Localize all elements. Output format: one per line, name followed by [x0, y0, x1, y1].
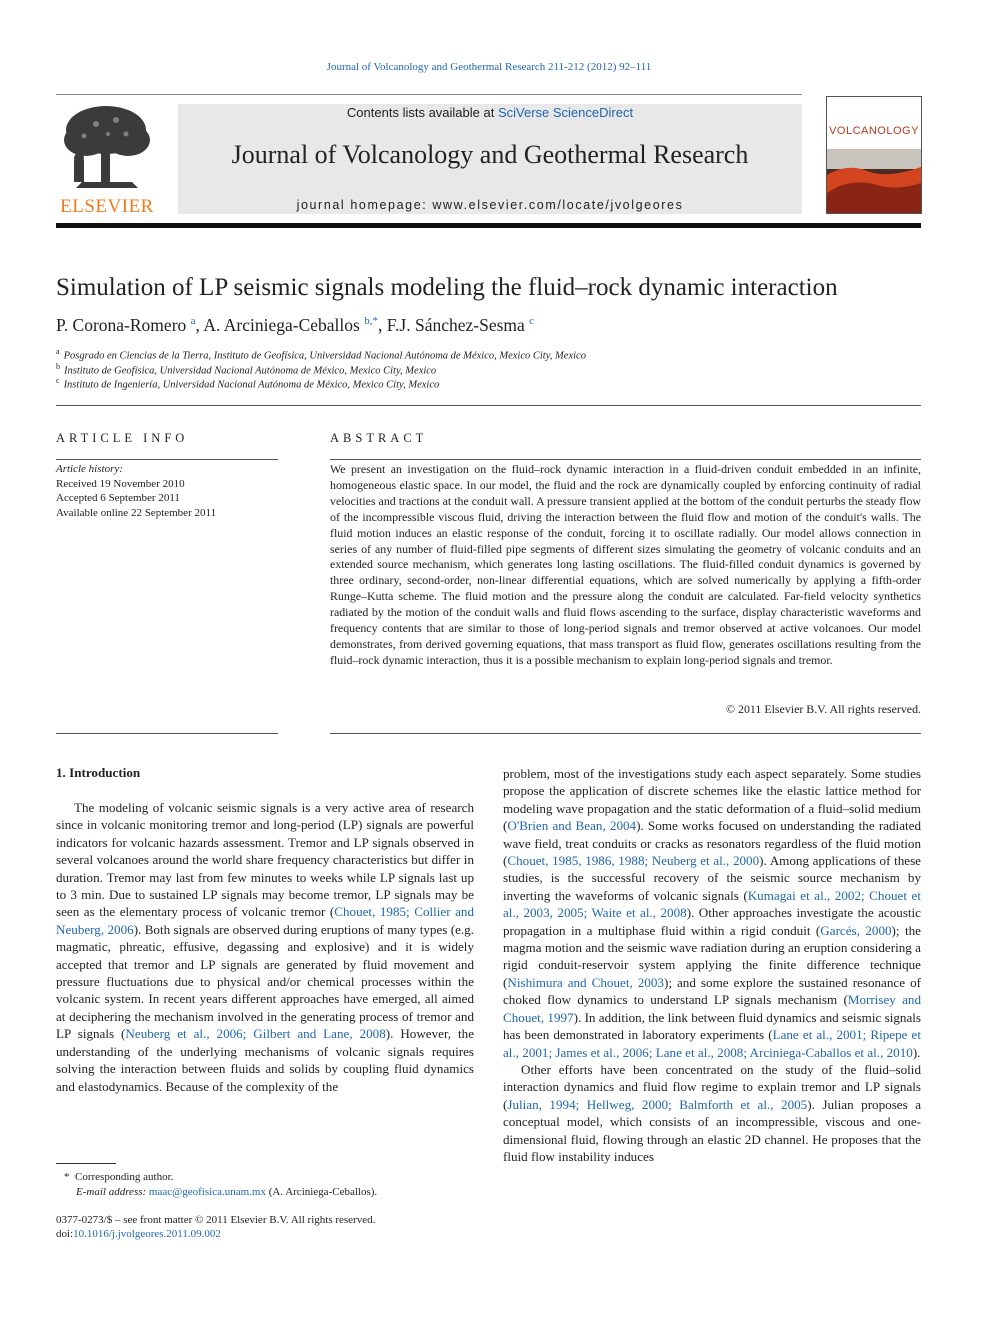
author-name: A. Arciniega-Ceballos	[203, 315, 360, 335]
paragraph-text: ); the magma motion and the seismic wave radiation during an eruption considering a rigid conduit-reservoir system applying the finite difference technique (	[503, 922, 921, 990]
history-label: Article history:	[56, 463, 123, 475]
accepted-date: Accepted 6 September 2011	[56, 492, 180, 504]
asterisk-marker: *	[64, 1171, 75, 1183]
affiliation-marker: a	[56, 347, 60, 356]
author-affiliation-marker[interactable]: a	[190, 315, 196, 328]
body-column-left	[56, 799, 474, 1095]
affiliation-b	[56, 362, 436, 377]
contents-prefix: Contents lists available at	[346, 105, 498, 120]
homepage-url[interactable]: www.elsevier.com/locate/jvolgeores	[432, 198, 684, 212]
author-separator: ,	[195, 315, 204, 335]
article-info-rule	[56, 459, 278, 460]
paragraph-text: ). Some works focused on understanding the radiated wave field, treat conduits or cracks as resonators regardless of the fluid motion (	[503, 818, 922, 869]
email-link[interactable]: maac@geofisica.unam.mx	[148, 1186, 266, 1198]
paragraph-text: ). Both signals are observed during eruptions of many types (e.g. magmatic, phreatic, effusive, degassing and explosive) and it is widely accepted that tremor and LP signals are generated by fluid movement and pressure fluctuations due to physical and/or chemical processes within the volcanic system. In recent years different approaches have emerged, all aimed at deciphering the mechanism involved in the generating process of tremor and LP signals (	[56, 921, 474, 1042]
doi-label: doi:	[56, 1228, 74, 1240]
author-name: P. Corona-Romero	[56, 315, 187, 335]
author-affiliation-marker[interactable]: b,*	[364, 315, 378, 328]
affiliation-text: Instituto de Geofísica, Universidad Nacional Autónoma de México, Mexico City, Mexico	[64, 365, 437, 377]
paragraph-text: ). Julian proposes a conceptual model, which consists of an incompressible, viscous and one-dimensional fluid, flowing through an elastic 2D channel. He proposes that the fluid flow instability induces	[503, 1096, 922, 1164]
contents-line	[178, 105, 802, 120]
paragraph-text: ). Other approaches investigate the acoustic propagation in a multiphase fluid within a rigid conduit (	[503, 905, 921, 938]
affiliation-rule	[56, 405, 921, 406]
citation-link[interactable]: Nishimura and Chouet, 2003	[507, 974, 664, 990]
affiliation-marker: b	[56, 362, 60, 371]
citation-link[interactable]: Chouet, 1985, 1986, 1988; Neuberg et al., 2000	[507, 853, 760, 869]
citation-link[interactable]: Lane et al., 2001; Ripepe et al., 2001; James et al., 2006; Lane et al., 2008; Arciniega-Caballos et al., 2010	[503, 1027, 921, 1060]
paragraph-text: The modeling of volcanic seismic signals is a very active area of research since in volcanic monitoring tremor and long-period (LP) signals are powerful indicators for volcanic hazards assessment. Tremor and LP signals observed in several volcanoes around the world share frequency characteristics but differ in duration. Tremor may last from few minutes to weeks while LP signals last up to 3 min. Due to sustained LP signals may become tremor, LP signals may be seen as the elementary process of volcanic tremor (	[56, 800, 474, 920]
article-title: Simulation of LP seismic signals modeling the fluid–rock dynamic interaction	[56, 274, 838, 301]
section-heading-introduction: 1. Introduction	[56, 765, 141, 780]
affiliation-a	[56, 347, 586, 362]
affiliation-text: Instituto de Ingeniería, Universidad Nacional Autónoma de México, Mexico City, Mexico	[63, 379, 440, 391]
corresponding-author-note	[64, 1171, 173, 1183]
journal-citation[interactable]: Journal of Volcanology and Geothermal Research 211-212 (2012) 92–111	[326, 61, 652, 73]
journal-cover-thumbnail[interactable]	[826, 96, 922, 214]
issn-line: 0377-0273/$ – see front matter © 2011 Elsevier B.V. All rights reserved.	[56, 1214, 376, 1226]
abstract-copyright: © 2011 Elsevier B.V. All rights reserved.	[726, 702, 921, 716]
citation-link[interactable]: Kumagai et al., 2002; Chouet et al., 2003, 2005; Waite et al., 2008	[503, 887, 921, 921]
article-info-heading: ARTICLE INFO	[56, 431, 189, 445]
author-list	[56, 315, 534, 336]
homepage-label: journal homepage:	[296, 198, 433, 212]
elsevier-wordmark: ELSEVIER	[60, 196, 154, 217]
header-rule	[56, 94, 802, 95]
author-affiliation-marker[interactable]: c	[529, 315, 535, 328]
affiliation-marker: c	[56, 376, 60, 385]
paragraph-text: problem, most of the investigations study each aspect separately. Some studies propose the application of discrete schemes like the elastic lattice method for modeling wave propagation and the static deformation of a fluid–solid medium (	[503, 766, 921, 834]
email-note	[76, 1186, 377, 1198]
footnote-rule	[56, 1163, 116, 1164]
abstract-text: We present an investigation on the fluid–rock dynamic interaction in a fluid-driven conduit embedded in an infinite, homogeneous elastic space. In our model, the fluid and the rock are dynamically coupled by enforcing continuity of radial velocities and tractions at the conduit wall. A pressure transient applied at the bottom of the conduit perturbs the steady flow of the incompressible viscous fluid, driving the interaction between the fluid flow and motion of the conduit's walls. The fluid motion induces an elastic response of the conduit, forcing it to oscillate radially. Our model allows connection in series of any number of fluid-filled pipe segments of different sizes simulating the geometry of volcanic conduits and an extended source mechanism, which generates long lasting oscillations. The fluid-filled conduit dynamics is governed by three ordinary, second-order, non-linear differential equations, which are solved numerically by applying a fifth-order Runge–Kutta scheme. The fluid motion and the pressure along the conduit are calculated. Far-field velocity synthetics radiated by the motion of the conduit walls and fluid flows ascending to the surface, display characteristic waveforms and frequency contents that are similar to those of long-period signals and tremor observed at active volcanoes. Our model demonstrates, from derived governing equations, that mass transport as fluid flow, generates oscillations resulting from the fluid–rock dynamic interaction, thus it is a possible mechanism to explain long-period signals and tremor.	[330, 462, 921, 667]
citation-link[interactable]: Julian, 1994; Hellweg, 2000; Balmforth et al., 2005	[507, 1096, 808, 1112]
doi-link[interactable]: 10.1016/j.jvolgeores.2011.09.002	[73, 1228, 221, 1240]
tree-icon	[56, 100, 158, 196]
journal-homepage	[178, 198, 802, 212]
paragraph-text: ). However, the understanding of the underlying mechanisms of volcanic signals requires solving the interaction between fluids and solids by coupling fluid dynamics and elastodynamics. Because of the complexity of the	[56, 1026, 475, 1094]
paragraph-text: ). In addition, the link between fluid dynamics and seismic signals has been demonstrated in laboratory experiments (	[503, 1009, 921, 1043]
citation-link[interactable]: O'Brien and Bean, 2004	[507, 818, 637, 834]
received-date: Received 19 November 2010	[56, 477, 185, 490]
affiliation-c	[56, 376, 439, 391]
email-owner: (A. Arciniega-Ceballos).	[265, 1186, 378, 1198]
citation-link[interactable]: Morrisey and Chouet, 1997	[503, 992, 921, 1025]
cover-image	[827, 97, 921, 213]
abstract-bottom-rule	[330, 733, 921, 734]
abstract-rule	[330, 459, 921, 460]
online-date: Available online 22 September 2011	[56, 506, 217, 519]
citation-link[interactable]: Neuberg et al., 2006; Gilbert and Lane, 2008	[125, 1026, 386, 1042]
author-name: F.J. Sánchez-Sesma	[386, 315, 525, 335]
paragraph-text: ). Among applications of these studies, is the successful recovery of the seismic source mechanism by inverting the waveforms of volcanic signals (	[503, 853, 921, 903]
corresponding-text: Corresponding author.	[75, 1171, 174, 1183]
abstract-heading: ABSTRACT	[330, 431, 428, 445]
affiliation-text: Posgrado en Ciencias de la Tierra, Instituto de Geofísica, Universidad Nacional Autónoma de México, Mexico City, Mexico	[63, 350, 586, 362]
sciencedirect-link[interactable]: SciVerse ScienceDirect	[497, 105, 634, 120]
body-column-right	[503, 765, 921, 1165]
article-history	[56, 462, 278, 520]
paragraph	[503, 765, 921, 1061]
email-label: E-mail address:	[76, 1186, 149, 1198]
citation-link[interactable]: Garcés, 2000	[820, 922, 892, 938]
paragraph-text: ); and some explore the sustained resonance of choked flow dynamics to understand LP signals mechanism (	[503, 974, 921, 1008]
paragraph-text: ).	[912, 1044, 921, 1060]
citation-link[interactable]: Chouet, 1985; Collier and Neuberg, 2006	[56, 904, 474, 937]
cover-title: VOLCANOLOGY	[829, 125, 919, 137]
journal-title: Journal of Volcanology and Geothermal Research	[231, 140, 749, 169]
doi-line	[56, 1228, 221, 1240]
paragraph	[503, 1061, 921, 1165]
header-thick-rule	[56, 223, 921, 228]
article-info-bottom-rule	[56, 733, 278, 734]
author-separator: ,	[377, 315, 387, 335]
paragraph-text: Other efforts have been concentrated on the study of the fluid–solid interaction dynamics and fluid flow regime to explain tremor and LP signals (	[503, 1061, 921, 1112]
